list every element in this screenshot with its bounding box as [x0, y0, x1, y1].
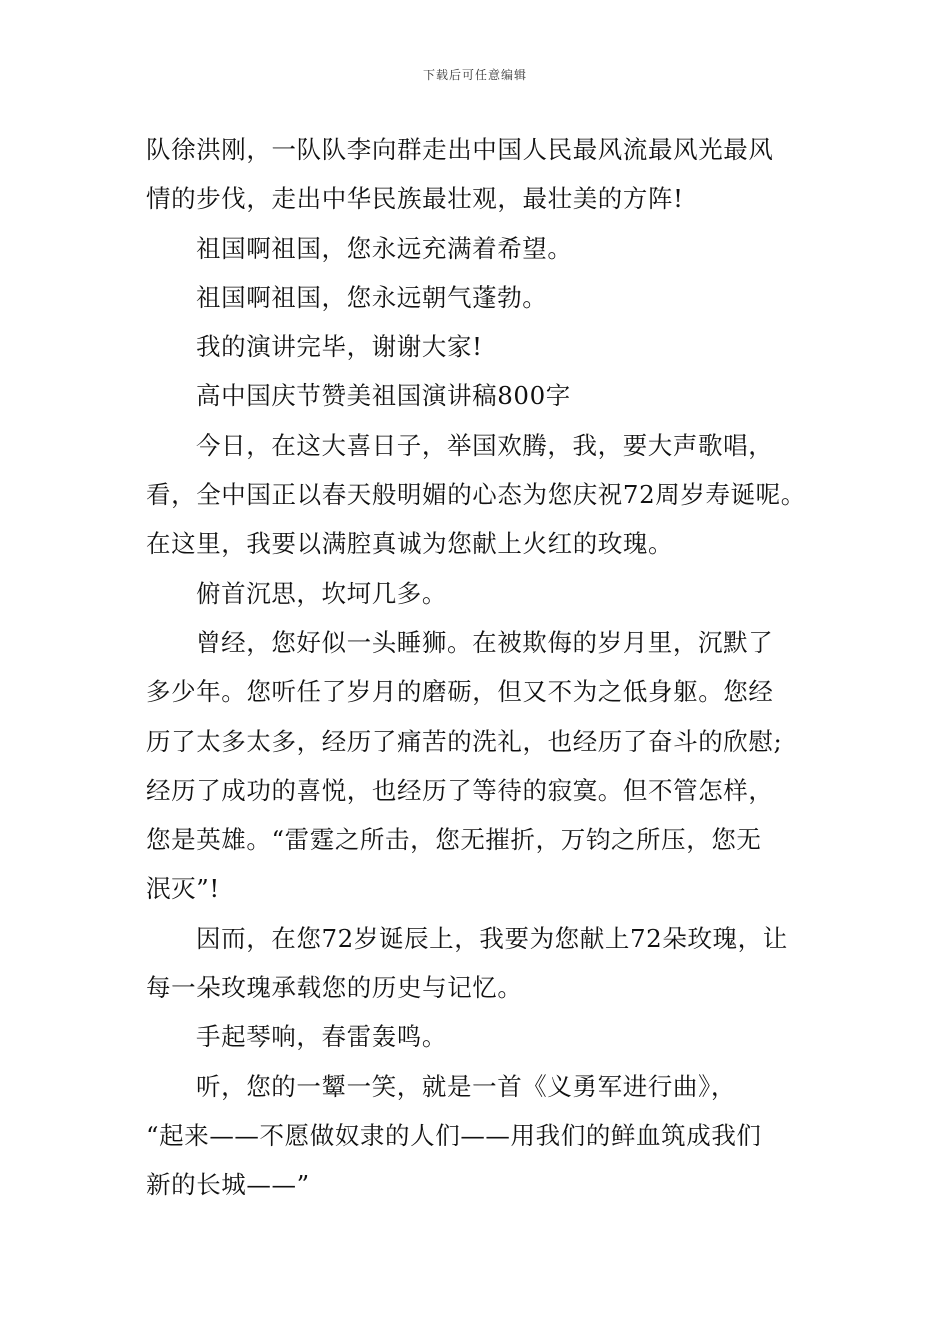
text-line: 俯首沉思，坎坷几多。 — [196, 578, 447, 608]
text-line: 今日，在这大喜日子，举国欢腾，我，要大声歌唱， — [196, 430, 774, 460]
text-line: 经历了成功的喜悦，也经历了等待的寂寞。但不管怎样， — [146, 775, 774, 805]
text-line: 多少年。您听任了岁月的磨砺，但又不为之低身躯。您经 — [146, 677, 774, 707]
text-line: 因而，在您72岁诞辰上，我要为您献上72朵玫瑰，让 — [196, 923, 788, 953]
text-line: 听，您的一颦一笑，就是一首《义勇军进行曲》， — [196, 1071, 736, 1101]
text-line: 看，全中国正以春天般明媚的心态为您庆祝72周岁寿诞呢。 — [146, 480, 806, 510]
text-line: 历了太多太多，经历了痛苦的洗礼，也经历了奋斗的欣慰; — [146, 726, 783, 756]
text-line: 我的演讲完毕，谢谢大家! — [196, 332, 483, 362]
text-line: 祖国啊祖国，您永远朝气蓬勃。 — [196, 282, 548, 312]
text-line: “起来——不愿做奴隶的人们——用我们的鲜血筑成我们 — [146, 1120, 762, 1150]
text-line: 曾经，您好似一头睡狮。在被欺侮的岁月里，沉默了 — [196, 627, 774, 657]
text-line: 手起琴响，春雷轰鸣。 — [196, 1022, 447, 1052]
text-line: 情的步伐，走出中华民族最壮观，最壮美的方阵! — [146, 184, 684, 214]
text-line: 新的长城——” — [146, 1170, 310, 1200]
text-line: 每一朵玫瑰承载您的历史与记忆。 — [146, 973, 523, 1003]
text-line: 队徐洪刚，一队队李向群走出中国人民最风流最风光最风 — [146, 135, 774, 164]
text-line: 泯灭”! — [146, 874, 220, 904]
header-note: 下载后可任意编辑 — [422, 68, 527, 82]
text-line: 高中国庆节赞美祖国演讲稿800字 — [196, 381, 571, 411]
text-line: 您是英雄。“雷霆之所击，您无摧折，万钧之所压，您无 — [146, 825, 762, 855]
text-line: 祖国啊祖国，您永远充满着希望。 — [196, 233, 573, 263]
document-body — [146, 130, 818, 1215]
text-line: 在这里，我要以满腔真诚为您献上火红的玫瑰。 — [146, 529, 674, 559]
